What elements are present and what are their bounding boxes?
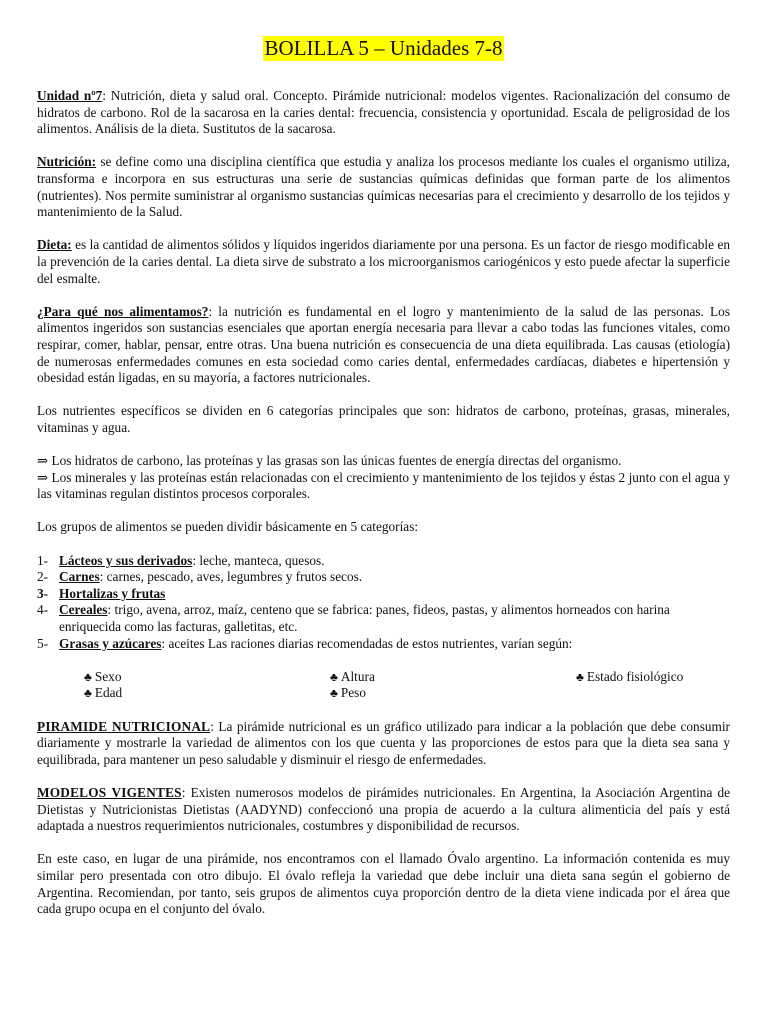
para-que-label: ¿Para qué nos alimentamos?	[37, 303, 209, 319]
group-label: Carnes	[59, 569, 100, 585]
list-item	[37, 586, 730, 603]
club-bullet-icon: ♣	[84, 686, 92, 701]
list-item	[37, 636, 730, 653]
group-label: Lácteos y sus derivados	[59, 552, 193, 568]
piramide-paragraph	[37, 719, 730, 769]
list-item-text	[59, 586, 730, 603]
list-item	[37, 569, 730, 586]
list-item	[37, 602, 730, 635]
factor-item	[84, 669, 330, 686]
nutricion-paragraph	[37, 154, 730, 220]
piramide-label: PIRAMIDE NUTRICIONAL	[37, 718, 211, 734]
dieta-label: Dieta:	[37, 237, 72, 253]
nutrientes-paragraph: Los nutrientes específicos se dividen en 6 categorías principales que son: hidratos de carbono, proteínas, grasas, minerales, vitaminas y agua.	[37, 403, 730, 435]
list-item-text	[59, 553, 730, 570]
list-number: 1-	[37, 552, 49, 568]
arrow-item: ⇒ Los minerales y las proteínas están relacionadas con el crecimiento y mantenimiento de los tejidos y éstas 2 junto con el agua y las vitaminas regulan distintos procesos corporales.	[37, 469, 730, 502]
nutricion-text: se define como una disciplina científica que estudia y analiza los procesos mediante los cuales el organismo utiliza, transforma e incorpora en sus estructuras una serie de sustancias químicas definidas que forman parte de los alimentos (nutrientes). Nos permite suministrar al organismo sustancias químicas necesarias para el crecimiento y desarrollo de los tejidos y mantenimiento de la Salud.	[37, 154, 730, 220]
club-bullet-icon: ♣	[330, 686, 338, 701]
modelos-label: MODELOS VIGENTES	[37, 784, 182, 800]
group-desc: : aceites Las raciones diarias recomendadas de estos nutrientes, varían según:	[161, 635, 573, 651]
list-item-text	[59, 569, 730, 586]
group-label: Grasas y azúcares	[59, 635, 162, 651]
document-page	[37, 36, 730, 934]
ovalo-paragraph: En este caso, en lugar de una pirámide, nos encontramos con el llamado Óvalo argentino. La información contenida es muy similar pero presentada con otro dibujo. El óvalo refleja la variedad que debe incluir una dieta sana según el gobierno de Argentina. Recomiendan, por tanto, seis grupos de alimentos cuya proporción dentro de la dieta viene indicada por el área que cada grupo ocupa en el conjunto del óvalo.	[37, 851, 730, 917]
factor-item	[330, 669, 576, 686]
unidad-label: Unidad nº7	[37, 88, 103, 103]
factor-grid	[84, 669, 730, 702]
page-title: BOLILLA 5 – Unidades 7-8	[264, 36, 503, 60]
factor-label: Peso	[340, 685, 366, 701]
club-bullet-icon: ♣	[84, 669, 92, 684]
group-desc: : trigo, avena, arroz, maíz, centeno que se fabrica: panes, fideos, pastas, y alimentos horneados con harina enriquecida como las facturas, galletitas, etc.	[59, 602, 670, 634]
factor-item	[84, 685, 330, 702]
factor-item	[576, 669, 768, 686]
unidad-text: : Nutrición, dieta y salud oral. Concepto. Pirámide nutricional: modelos vigentes. Racionalización del consumo de hidratos de carbono. Rol de la sacarosa en la caries dental: frecuencia, consistencia y oportunidad. Escala de peligrosidad de los alimentos. Análisis de la dieta. Sustitutos de la sacarosa.	[37, 88, 730, 137]
unidad-paragraph	[37, 88, 730, 138]
list-number: 2-	[37, 569, 49, 585]
list-item-text	[59, 602, 730, 635]
modelos-paragraph	[37, 785, 730, 835]
title-block	[37, 36, 730, 61]
modelos-text: : Existen numerosos modelos de pirámides nutricionales. En Argentina, la Asociación Argentina de Dietistas y Nutricionistas Dietistas (AADYND) confeccionó una propia de acuerdo a la cultura alimenticia del país y está adaptada a nuestros requerimientos nutricionales, costumbres y disponibilidad de recursos.	[37, 784, 730, 834]
list-number: 5-	[37, 635, 49, 651]
list-item	[37, 553, 730, 570]
arrow-item: ⇒ Los hidratos de carbono, las proteínas y las grasas son las únicas fuentes de energía directas del organismo.	[37, 453, 622, 469]
food-group-list	[37, 553, 730, 653]
list-number: 3-	[37, 585, 49, 601]
list-number: 4-	[37, 602, 49, 618]
piramide-text: : La pirámide nutricional es un gráfico utilizado para indicar a la población que debe consumir diariamente y mostrarle la variedad de alimentos con los que cuenta y las proporciones de estos para que la dieta sea sana y equilibrada, para mantener un peso saludable y disminuir el riesgo de enfermedades.	[37, 718, 730, 767]
dieta-text: es la cantidad de alimentos sólidos y líquidos ingeridos diariamente por una persona. Es un factor de riesgo modificable en la prevención de la caries dental. La dieta sirve de substrato a los microorganismos cariogénicos y esto puede afectar la superficie del esmalte.	[37, 237, 730, 286]
dieta-paragraph	[37, 237, 730, 287]
factor-item	[330, 685, 576, 702]
group-label: Cereales	[59, 602, 108, 618]
factor-label: Edad	[94, 685, 123, 701]
list-item-text	[59, 636, 730, 653]
grupos-intro: Los grupos de alimentos se pueden dividir básicamente en 5 categorías:	[37, 519, 419, 535]
factor-label: Altura	[340, 668, 375, 684]
nutricion-label: Nutrición:	[37, 154, 97, 170]
club-bullet-icon: ♣	[576, 669, 584, 684]
group-desc: : leche, manteca, quesos.	[192, 552, 325, 568]
para-que-paragraph	[37, 304, 730, 387]
para-que-text: : la nutrición es fundamental en el logro y mantenimiento de la salud de las personas. Los alimentos ingeridos son sustancias esenciales que aportan energía necesaria para llevar a cabo todas las funciones vitales, como respirar, comer, hablar, pensar, entre otras. Una buena nutrición es consecuencia de una dieta equilibrada. Las causas (etiología) de numerosas enfermedades comunes en esta sociedad como caries dental, enfermedades cardíacas, diabetes e hipertensión y obesidad están ligadas, en su mayoría, a factores nutricionales.	[37, 303, 730, 386]
factor-label: Sexo	[94, 668, 122, 684]
group-label: Hortalizas y frutas	[59, 585, 166, 601]
arrow-list	[37, 453, 730, 503]
group-desc: : carnes, pescado, aves, legumbres y frutos secos.	[99, 569, 363, 585]
factor-label: Estado fisiológico	[586, 668, 684, 684]
club-bullet-icon: ♣	[330, 669, 338, 684]
